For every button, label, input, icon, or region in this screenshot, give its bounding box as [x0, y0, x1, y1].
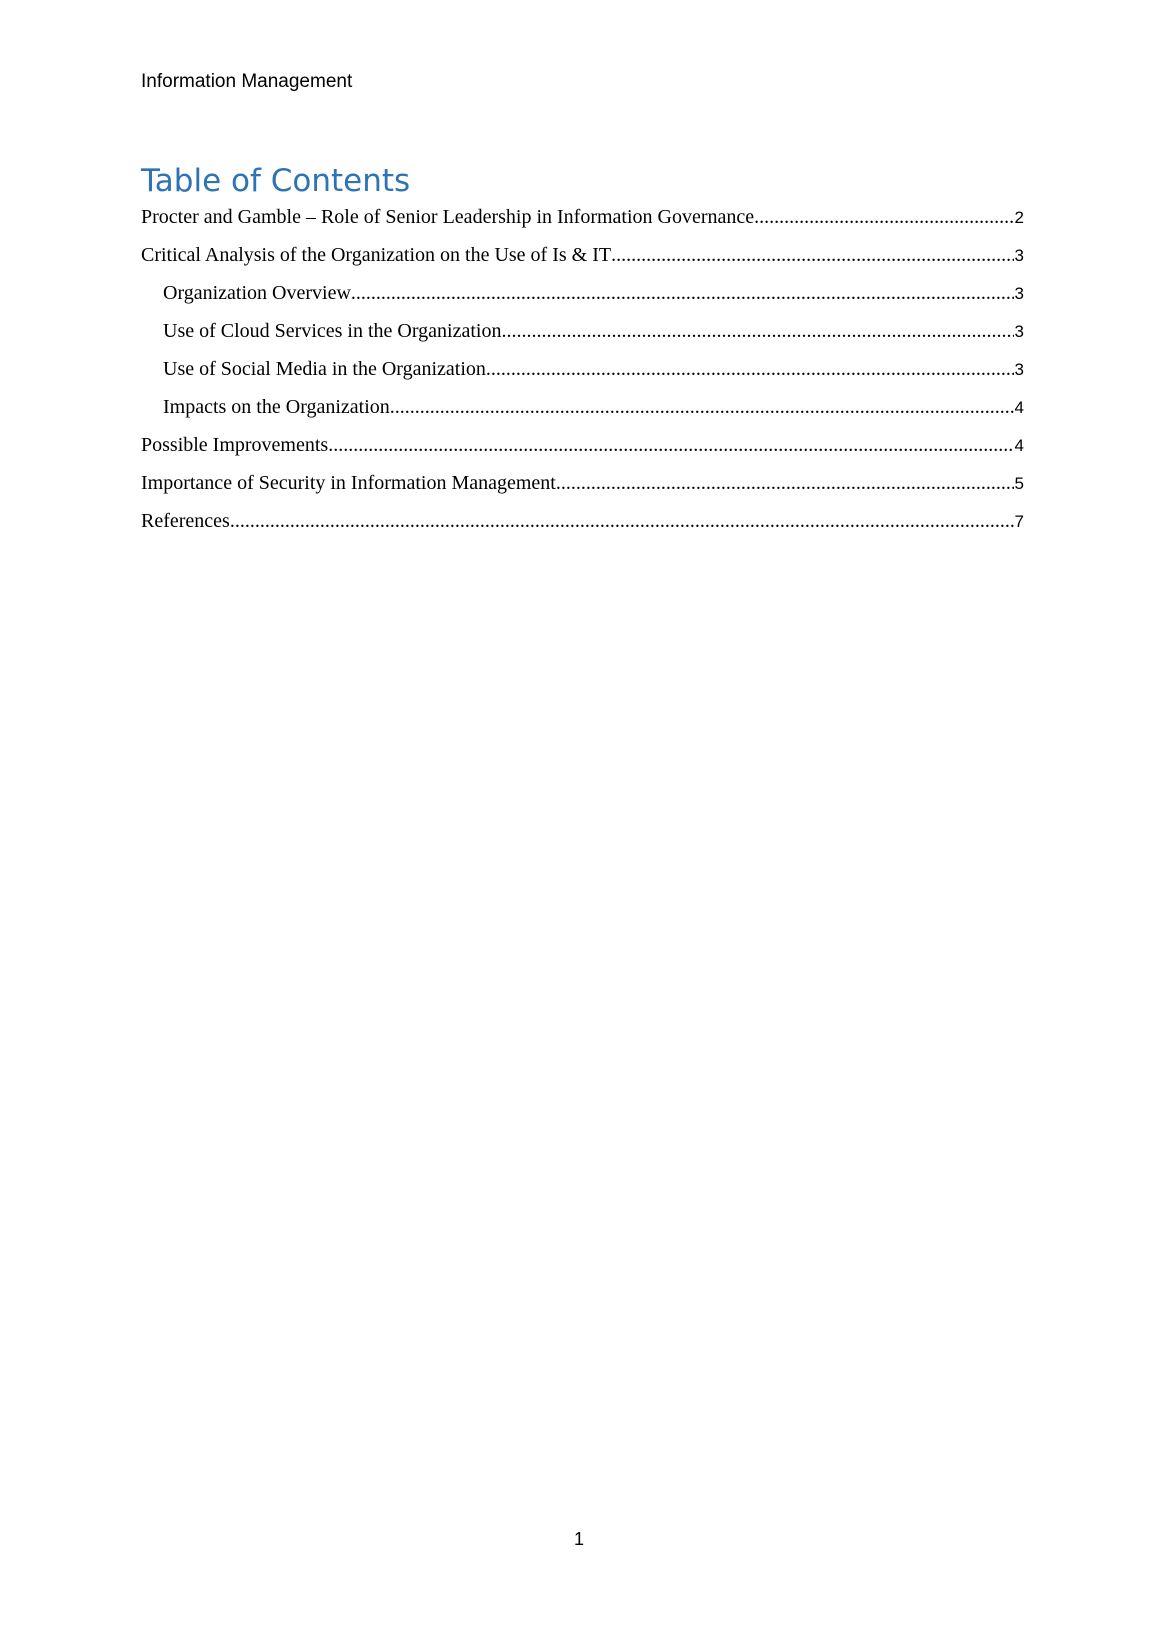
toc-entry-text: Use of Social Media in the Organization [163, 358, 486, 380]
toc-entry[interactable] [141, 241, 1024, 279]
toc-entry-page: 4 [1014, 436, 1024, 455]
toc-entry[interactable] [141, 431, 1024, 469]
toc-leader-dots [754, 205, 1013, 229]
toc-leader-dots [501, 319, 1013, 343]
toc-entry-page: 3 [1014, 284, 1024, 303]
toc-entry-text: Organization Overview [163, 282, 351, 304]
toc-entry[interactable] [141, 355, 1024, 393]
toc-entry-text: Critical Analysis of the Organization on the Use of Is & IT [141, 244, 612, 266]
toc-entry-page: 7 [1014, 512, 1024, 531]
toc-entry[interactable] [141, 317, 1024, 355]
toc-entry-page: 2 [1014, 208, 1024, 227]
toc-entry-text: Possible Improvements [141, 434, 329, 456]
toc-leader-dots [611, 243, 1013, 267]
toc-leader-dots [556, 471, 1014, 495]
toc-entry-page: 5 [1014, 474, 1024, 493]
toc-leader-dots [351, 281, 1014, 305]
toc-leader-dots [390, 395, 1014, 419]
table-of-contents [141, 203, 1024, 545]
toc-entry[interactable] [141, 507, 1024, 545]
toc-entry-text: Impacts on the Organization [163, 396, 390, 418]
toc-entry-page: 3 [1014, 246, 1024, 265]
toc-leader-dots [486, 357, 1014, 381]
toc-leader-dots [230, 509, 1014, 533]
page-number: 1 [573, 1529, 584, 1549]
toc-entry[interactable] [141, 279, 1024, 317]
toc-entry[interactable] [141, 393, 1024, 431]
toc-entry-page: 4 [1014, 398, 1024, 417]
toc-entry-page: 3 [1014, 360, 1024, 379]
toc-entry[interactable] [141, 203, 1024, 241]
toc-entry[interactable] [141, 469, 1024, 507]
toc-title: Table of Contents [141, 163, 411, 199]
toc-entry-text: References [141, 510, 230, 532]
toc-entry-text: Importance of Security in Information Management [141, 472, 556, 494]
toc-entry-page: 3 [1014, 322, 1024, 341]
toc-entry-text: Use of Cloud Services in the Organization [163, 320, 502, 342]
running-header: Information Management [141, 71, 353, 92]
toc-leader-dots [328, 433, 1013, 457]
toc-entry-text: Procter and Gamble – Role of Senior Leadership in Information Governance [141, 206, 755, 228]
